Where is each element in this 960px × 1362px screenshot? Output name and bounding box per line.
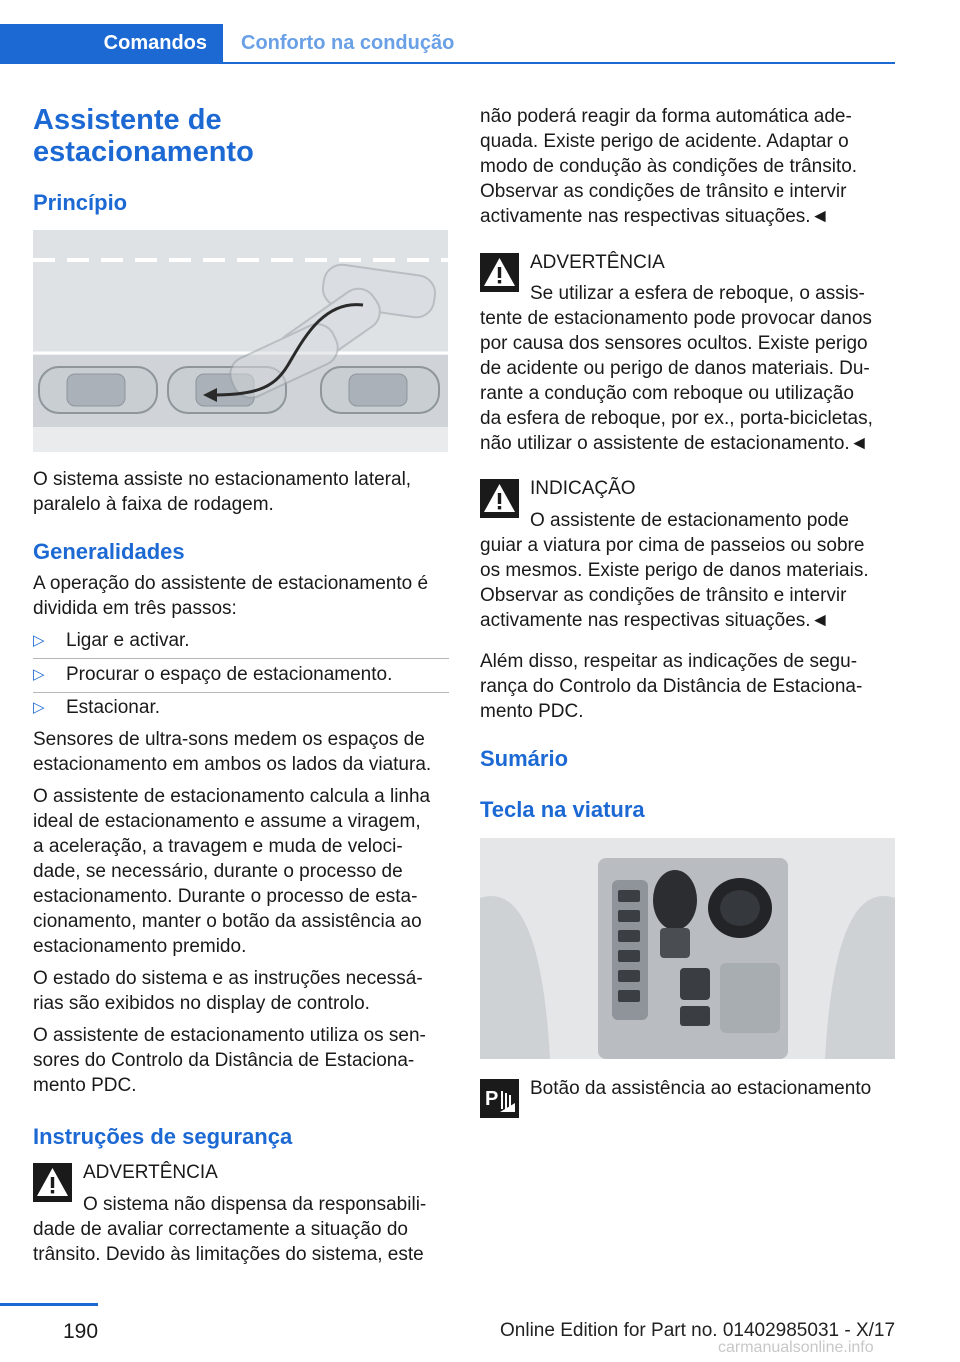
- warning-icon: [33, 1163, 72, 1202]
- warning-text-1: O sistema não dispensa da responsabili-: [83, 1194, 427, 1215]
- page-number: 190: [63, 1320, 99, 1343]
- warning-title: ADVERTÊNCIA: [83, 1162, 218, 1183]
- divider: [33, 658, 449, 659]
- continuation-text-5: activamente nas respectivas situações.◄: [480, 206, 830, 227]
- utiliza-text-3: mento PDC.: [33, 1075, 137, 1096]
- alem-text-2: rança do Controlo da Distância de Estaciona-: [480, 676, 863, 697]
- calcula-text-6: cionamento, manter o botão da assistência ao: [33, 911, 422, 932]
- warning2-title: ADVERTÊNCIA: [530, 252, 665, 273]
- utiliza-text-2: sores do Controlo da Distância de Estaciona-: [33, 1050, 415, 1071]
- svg-text:P: P: [485, 1088, 499, 1110]
- center-console-svg: [480, 838, 895, 1059]
- note-text-1: O assistente de estacionamento pode: [530, 510, 849, 531]
- list-item-text: Ligar e activar.: [66, 630, 190, 651]
- heading-sumario: Sumário: [480, 746, 569, 771]
- principio-text-2: paralelo à faixa de rodagem.: [33, 494, 274, 515]
- warning2-text-1: Se utilizar a esfera de reboque, o assis-: [530, 283, 865, 304]
- divider: [33, 692, 449, 693]
- warning2-text-2: tente de estacionamento pode provocar danos: [480, 308, 872, 329]
- list-item-text: Procurar o espaço de estacionamento.: [66, 664, 393, 685]
- estado-text-2: rias são exibidos no display de controlo.: [33, 993, 370, 1014]
- estado-text-1: O estado do sistema e as instruções necessá-: [33, 968, 423, 989]
- principio-text-1: O sistema assiste no estacionamento lateral,: [33, 469, 412, 490]
- calcula-text-3: a aceleração, a travagem e muda de veloci-: [33, 836, 403, 857]
- warning-icon: [480, 479, 519, 518]
- heading-principio: Princípio: [33, 190, 128, 215]
- note-text-3: os mesmos. Existe perigo de danos materiais.: [480, 560, 869, 581]
- alem-text-1: Além disso, respeitar as indicações de segu-: [480, 651, 858, 672]
- button-caption: Botão da assistência ao estacionamento: [530, 1078, 872, 1099]
- note-text-2: guiar a viatura por cima de passeios ou sobre: [480, 535, 865, 556]
- footer-edition: Online Edition for Part no. 01402985031 - X/17: [500, 1320, 896, 1341]
- continuation-text-3: modo de condução às condições de trânsito.: [480, 156, 858, 177]
- parking-assist-button-icon: [480, 1079, 519, 1118]
- generalidades-text-2: dividida em três passos:: [33, 598, 237, 619]
- bullet-marker: ▷: [33, 666, 45, 683]
- page-title-line1: Assistente de: [33, 104, 222, 136]
- heading-generalidades: Generalidades: [33, 539, 185, 564]
- alem-text-3: mento PDC.: [480, 701, 584, 722]
- bullet-marker: ▷: [33, 699, 45, 716]
- calcula-text-2: ideal de estacionamento e assume a viragem,: [33, 811, 421, 832]
- warning2-text-5: rante a condução com reboque ou utilização: [480, 383, 854, 404]
- generalidades-text-1: A operação do assistente de estacionamento é: [33, 573, 429, 594]
- warning2-text-7: não utilizar o assistente de estacionamento.◄: [480, 433, 869, 454]
- calcula-text-5: estacionamento. Durante o processo de esta-: [33, 886, 418, 907]
- tab-comandos[interactable]: Comandos: [0, 24, 223, 62]
- car-icon: [39, 367, 157, 413]
- list-item-text: Estacionar.: [66, 697, 160, 718]
- calcula-text-7: estacionamento premido.: [33, 936, 247, 957]
- warning-icon: [480, 253, 519, 292]
- note-text-4: Observar as condições de trânsito e intervir: [480, 585, 847, 606]
- warning-text-3: trânsito. Devido às limitações do sistema, este: [33, 1244, 424, 1265]
- sensores-text-1: Sensores de ultra-sons medem os espaços de: [33, 729, 425, 750]
- continuation-text-2: quada. Existe perigo de acidente. Adaptar o: [480, 131, 849, 152]
- header-tabs: [0, 24, 895, 64]
- warning2-text-4: de acidente ou perigo de danos materiais. Du-: [480, 358, 870, 379]
- note-title: INDICAÇÃO: [530, 478, 636, 499]
- utiliza-text-1: O assistente de estacionamento utiliza os sen-: [33, 1025, 426, 1046]
- watermark: carmanualsonline.info: [718, 1339, 874, 1356]
- warning2-text-6: da esfera de reboque, por ex., porta-bicicletas,: [480, 408, 873, 429]
- continuation-text-4: Observar as condições de trânsito e intervir: [480, 181, 847, 202]
- footer-divider: [0, 1303, 98, 1306]
- warning2-text-3: por causa dos sensores ocultos. Existe perigo: [480, 333, 868, 354]
- calcula-text-4: dade, se necessário, durante o processo de: [33, 861, 403, 882]
- bullet-marker: ▷: [33, 632, 45, 649]
- heading-instrucoes-seguranca: Instruções de segurança: [33, 1124, 293, 1149]
- heading-tecla-na-viatura: Tecla na viatura: [480, 797, 645, 822]
- sensores-text-2: estacionamento em ambos os lados da viatura.: [33, 754, 432, 775]
- tab-conforto-na-conducao[interactable]: Conforto na condução: [241, 32, 455, 54]
- warning-text-2: dade de avaliar correctamente a situação do: [33, 1219, 408, 1240]
- parking-diagram-svg: [33, 230, 448, 452]
- note-text-5: activamente nas respectivas situações.◄: [480, 610, 830, 631]
- calcula-text-1: O assistente de estacionamento calcula a linha: [33, 786, 431, 807]
- car-icon: [321, 367, 439, 413]
- parking-illustration: [33, 230, 448, 452]
- center-console-photo: [480, 838, 895, 1059]
- page-title-line2: estacionamento: [33, 136, 254, 168]
- continuation-text-1: não poderá reagir da forma automática ade-: [480, 106, 852, 127]
